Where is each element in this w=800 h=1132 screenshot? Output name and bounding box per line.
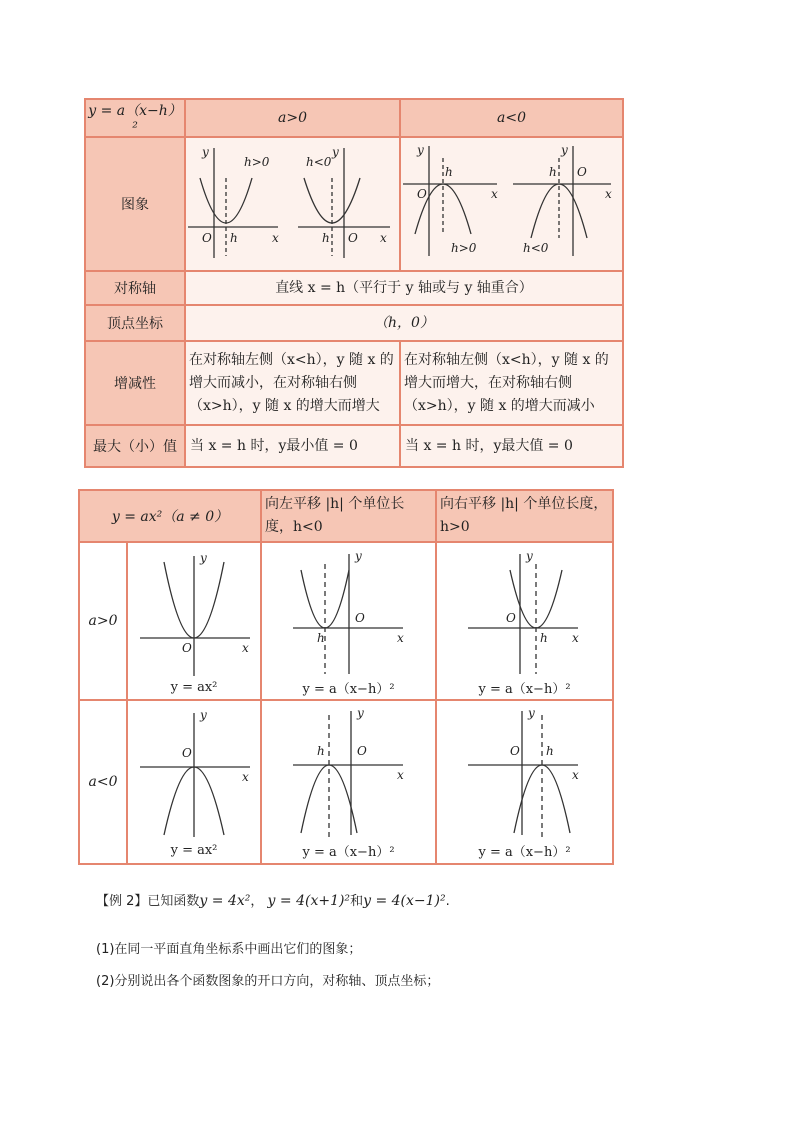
- label-origin: O: [348, 231, 358, 245]
- graph-left-down: [261, 700, 436, 864]
- example-title: 【例 2】已知函数y = 4x²， y = 4(x+1)²和y = 4(x−1)².: [96, 893, 450, 909]
- caption: y = ax²: [170, 842, 218, 858]
- graph-base-up: [127, 542, 261, 700]
- graph-left-up: [261, 542, 436, 700]
- header-a-negative: a<0: [400, 99, 623, 137]
- label-h-negative: h<0: [523, 241, 549, 255]
- caption: y = a（x−h）²: [478, 681, 571, 697]
- translation-table: [78, 489, 614, 865]
- label-origin: O: [202, 231, 212, 245]
- graph-right-down: [436, 700, 613, 864]
- label-y: y: [417, 143, 424, 157]
- graphs-a-negative: [400, 137, 623, 271]
- label-y: y: [202, 145, 209, 159]
- svg-text:O: O: [505, 610, 516, 625]
- base-up-svg: [128, 548, 260, 680]
- svg-text:x: x: [242, 769, 249, 784]
- svg-text:y: y: [200, 550, 207, 565]
- header-shift-right: 向右平移 |h| 个单位长度，h>0: [436, 490, 613, 542]
- header-shift-left: 向左平移 |h| 个单位长度，h<0: [261, 490, 436, 542]
- question-1: (1)在同一平面直角坐标系中画出它们的图象；: [96, 942, 362, 957]
- vertex-value: （h，0）: [185, 305, 623, 341]
- caption: y = a（x−h）²: [478, 844, 571, 860]
- svg-text:y: y: [527, 705, 535, 720]
- label-h: h: [322, 231, 330, 245]
- monotonicity-a-positive: 在对称轴左侧（x<h），y 随 x 的增大而减小，在对称轴右侧（x>h），y 随 x 的增大而增大: [185, 341, 400, 425]
- label-x: x: [605, 187, 612, 201]
- base-down-svg: [128, 707, 260, 843]
- row-label-a-negative: a<0: [79, 700, 127, 864]
- label-x: x: [491, 187, 498, 201]
- graph-base-down: [127, 700, 261, 864]
- header-a-positive: a>0: [185, 99, 400, 137]
- graphs-a-negative-svg: [401, 138, 622, 266]
- svg-text:x: x: [571, 767, 579, 782]
- row-label-monotonicity: 增减性: [85, 341, 185, 425]
- left-down-svg: [263, 705, 435, 841]
- label-h: h: [549, 165, 557, 179]
- svg-text:x: x: [242, 640, 249, 655]
- svg-text:x: x: [396, 630, 404, 645]
- svg-text:x: x: [396, 767, 404, 782]
- svg-text:h: h: [316, 630, 325, 645]
- svg-text:O: O: [354, 610, 365, 625]
- header-formula: y = ax²（a ≠ 0）: [79, 490, 261, 542]
- svg-text:y: y: [354, 548, 362, 563]
- label-y: y: [561, 143, 568, 157]
- row-label-a-positive: a>0: [79, 542, 127, 700]
- monotonicity-a-negative: 在对称轴左侧（x<h），y 随 x 的增大而增大，在对称轴右侧（x>h），y 随 x 的增大而减小: [400, 341, 623, 425]
- svg-text:h: h: [316, 743, 325, 758]
- extreme-a-negative: 当 x = h 时，y最大值 = 0: [400, 425, 623, 467]
- label-h: h: [230, 231, 238, 245]
- svg-text:y: y: [525, 548, 533, 563]
- graphs-a-positive: [185, 137, 400, 271]
- graph-right-up: [436, 542, 613, 700]
- row-label-vertex: 顶点坐标: [85, 305, 185, 341]
- label-h: h: [445, 165, 453, 179]
- row-label-graph: 图象: [85, 137, 185, 271]
- axis-value: 直线 x = h（平行于 y 轴或与 y 轴重合）: [185, 271, 623, 305]
- right-up-svg: [438, 546, 612, 678]
- svg-text:y: y: [200, 707, 207, 722]
- right-down-svg: [438, 705, 612, 841]
- graphs-a-positive-svg: [186, 138, 399, 266]
- label-h-positive: h>0: [451, 241, 477, 255]
- svg-text:O: O: [356, 743, 367, 758]
- question-2: (2)分别说出各个函数图象的开口方向，对称轴、顶点坐标；: [96, 974, 440, 989]
- extreme-a-positive: 当 x = h 时，y最小值 = 0: [185, 425, 400, 467]
- left-up-svg: [263, 546, 435, 678]
- svg-text:O: O: [509, 743, 520, 758]
- svg-text:O: O: [182, 640, 192, 655]
- caption: y = a（x−h）²: [302, 681, 395, 697]
- label-origin: O: [577, 165, 587, 179]
- label-x: x: [272, 231, 279, 245]
- row-label-axis: 对称轴: [85, 271, 185, 305]
- svg-text:h: h: [539, 630, 548, 645]
- label-origin: O: [417, 187, 427, 201]
- caption: y = a（x−h）²: [302, 844, 395, 860]
- label-h-positive: h>0: [244, 155, 270, 169]
- row-label-extreme: 最大（小）值: [85, 425, 185, 467]
- label-x: x: [380, 231, 387, 245]
- svg-text:h: h: [545, 743, 554, 758]
- svg-text:y: y: [356, 705, 364, 720]
- svg-text:x: x: [571, 630, 579, 645]
- vertex-form-properties-table: [84, 98, 624, 468]
- svg-text:O: O: [182, 745, 192, 760]
- label-y: y: [332, 145, 339, 159]
- header-formula: y = a（x−h）²: [85, 99, 185, 137]
- caption: y = ax²: [170, 679, 218, 695]
- label-h-negative: h<0: [306, 155, 332, 169]
